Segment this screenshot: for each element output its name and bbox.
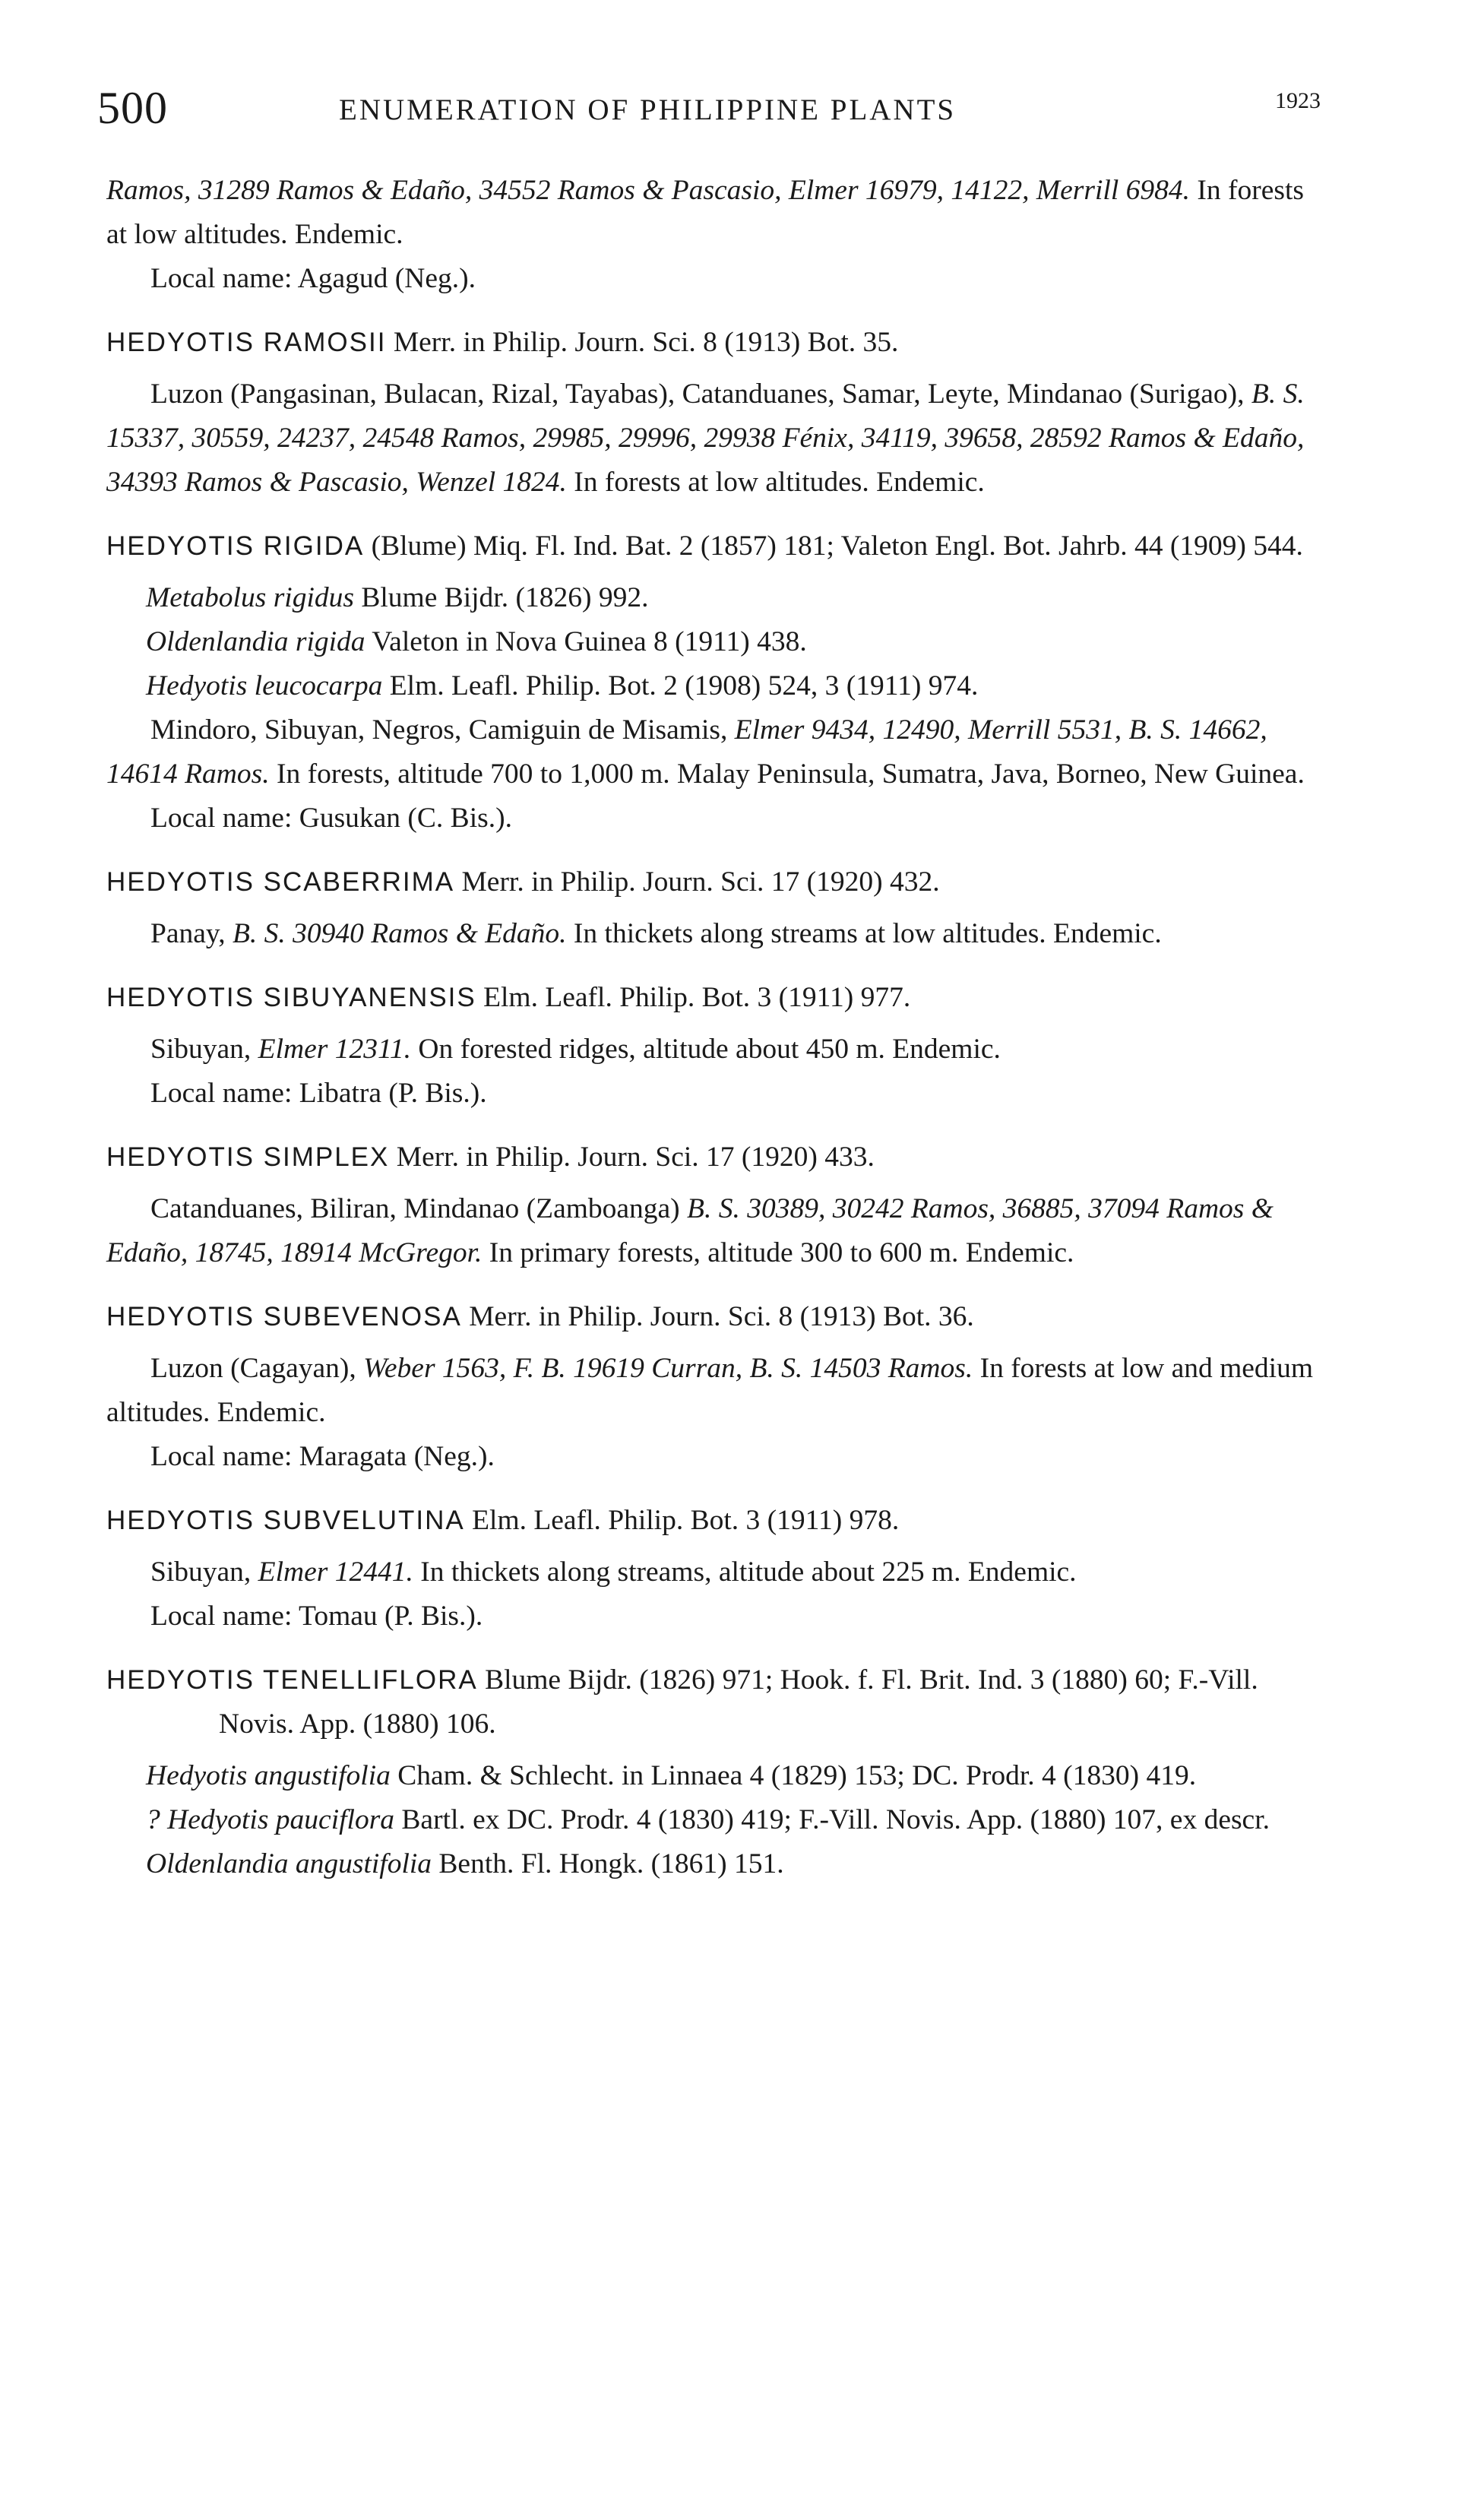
synonym-citation: Valeton in Nova Guinea 8 (1911) 438.	[372, 626, 807, 657]
synonym-citation: Blume Bijdr. (1826) 992.	[361, 582, 649, 613]
species-entry-rigida	[106, 524, 1321, 841]
specimens: B. S. 30389, 30242 Ramos, 36885, 37094 Ramos & Edaño, 18745, 18914 McGregor.	[106, 1193, 1274, 1268]
species-entry-simplex	[106, 1135, 1321, 1275]
habitat: In forests at low and medium altitudes. Endemic.	[106, 1353, 1314, 1428]
enumeration-content	[106, 169, 1321, 1886]
synonym	[106, 1798, 1321, 1842]
locality: Sibuyan,	[150, 1034, 252, 1065]
species-citation: Blume Bijdr. (1826) 971; Hook. f. Fl. Brit. Ind. 3 (1880) 60; F.-Vill. Novis. App. (1880) 106.	[219, 1664, 1258, 1740]
species-entry-tenelliflora	[106, 1658, 1321, 1886]
distribution	[106, 1187, 1321, 1275]
continued-specimens: Ramos, 31289 Ramos & Edaño, 34552 Ramos & Pascasio, Elmer 16979, 14122, Merrill 6984.	[106, 175, 1190, 206]
synonym-citation: Elm. Leafl. Philip. Bot. 2 (1908) 524, 3 (1911) 974.	[389, 670, 979, 701]
specimens: Weber 1563, F. B. 19619 Curran, B. S. 14503 Ramos.	[363, 1353, 973, 1384]
distribution	[106, 708, 1321, 796]
species-name: HEDYOTIS RIGIDA	[106, 531, 365, 561]
synonym-citation: Bartl. ex DC. Prodr. 4 (1830) 419; F.-Vill. Novis. App. (1880) 107, ex descr.	[401, 1804, 1270, 1835]
synonym-citation: Benth. Fl. Hongk. (1861) 151.	[438, 1848, 784, 1879]
page-header	[97, 82, 1321, 150]
species-citation: Elm. Leafl. Philip. Bot. 3 (1911) 977.	[483, 982, 911, 1013]
local-name: Local name: Libatra (P. Bis.).	[150, 1078, 487, 1109]
year: 1923	[1275, 88, 1321, 113]
page-number: 500	[97, 83, 168, 133]
species-citation: Merr. in Philip. Journ. Sci. 8 (1913) Bot. 36.	[469, 1301, 974, 1332]
specimens: B. S. 15337, 30559, 24237, 24548 Ramos, 29985, 29996, 29938 Fénix, 34119, 39658, 28592 Ramos & Edaño, 34393 Ramos & Pascasio, Wenzel 1824.	[106, 378, 1305, 498]
synonym	[106, 664, 1321, 708]
specimens: Elmer 12441.	[258, 1556, 413, 1588]
locality: Panay,	[150, 918, 226, 949]
species-entry-sibuyanensis	[106, 976, 1321, 1116]
habitat: In forests at low altitudes. Endemic.	[574, 467, 985, 498]
synonym-name: Oldenlandia rigida	[146, 626, 365, 657]
species-name: HEDYOTIS SCABERRIMA	[106, 867, 455, 897]
synonym-name: Oldenlandia angustifolia	[146, 1848, 432, 1879]
local-name: Local name: Gusukan (C. Bis.).	[150, 803, 512, 834]
habitat: In primary forests, altitude 300 to 600 m. Endemic.	[489, 1237, 1074, 1268]
habitat: In thickets along streams at low altitudes. Endemic.	[573, 918, 1162, 949]
specimens: B. S. 30940 Ramos & Edaño.	[232, 918, 567, 949]
species-citation: Merr. in Philip. Journ. Sci. 17 (1920) 432.	[461, 866, 940, 898]
species-entry-scaberrima	[106, 860, 1321, 956]
specimens: Elmer 12311.	[258, 1034, 412, 1065]
distribution	[106, 1550, 1321, 1594]
continued-habitat: In forests at low altitudes. Endemic.	[106, 175, 1304, 250]
species-entry-subevenosa	[106, 1295, 1321, 1479]
synonym-name: Hedyotis leucocarpa	[146, 670, 383, 701]
local-name: Local name: Maragata (Neg.).	[150, 1441, 495, 1472]
habitat: In forests, altitude 700 to 1,000 m. Malay Peninsula, Sumatra, Java, Borneo, New Guinea.	[276, 758, 1305, 790]
continued-entry	[106, 169, 1321, 301]
species-citation: Merr. in Philip. Journ. Sci. 8 (1913) Bot. 35.	[393, 327, 899, 358]
distribution	[106, 372, 1321, 505]
habitat: In thickets along streams, altitude about 225 m. Endemic.	[420, 1556, 1077, 1588]
species-citation: (Blume) Miq. Fl. Ind. Bat. 2 (1857) 181; Valeton Engl. Bot. Jahrb. 44 (1909) 544.	[371, 530, 1303, 562]
continued-local-name: Local name: Agagud (Neg.).	[150, 263, 476, 294]
species-entry-ramosii	[106, 321, 1321, 505]
synonym	[106, 1842, 1321, 1886]
distribution	[106, 1347, 1321, 1435]
specimens: Elmer 9434, 12490, Merrill 5531, B. S. 14662, 14614 Ramos.	[106, 714, 1267, 790]
locality: Sibuyan,	[150, 1556, 252, 1588]
running-title: ENUMERATION OF PHILIPPINE PLANTS	[339, 93, 957, 126]
locality: Mindoro, Sibuyan, Negros, Camiguin de Misamis,	[150, 714, 728, 746]
synonym-name: Metabolus rigidus	[146, 582, 354, 613]
distribution	[106, 1028, 1321, 1072]
species-citation: Elm. Leafl. Philip. Bot. 3 (1911) 978.	[472, 1505, 900, 1536]
species-name: HEDYOTIS SIBUYANENSIS	[106, 983, 476, 1012]
species-name: HEDYOTIS TENELLIFLORA	[106, 1665, 478, 1695]
habitat: On forested ridges, altitude about 450 m. Endemic.	[418, 1034, 1001, 1065]
synonym-citation: Cham. & Schlecht. in Linnaea 4 (1829) 153; DC. Prodr. 4 (1830) 419.	[397, 1760, 1197, 1791]
synonym	[106, 1754, 1321, 1798]
species-citation: Merr. in Philip. Journ. Sci. 17 (1920) 433.	[396, 1142, 875, 1173]
synonym	[106, 620, 1321, 664]
synonym	[106, 576, 1321, 620]
locality: Luzon (Cagayan),	[150, 1353, 356, 1384]
local-name: Local name: Tomau (P. Bis.).	[150, 1601, 483, 1632]
distribution	[106, 912, 1321, 956]
synonym-name: ? Hedyotis pauciflora	[146, 1804, 395, 1835]
synonym-name: Hedyotis angustifolia	[146, 1760, 391, 1791]
species-name: HEDYOTIS RAMOSII	[106, 328, 387, 357]
species-name: HEDYOTIS SIMPLEX	[106, 1142, 390, 1172]
locality: Catanduanes, Biliran, Mindanao (Zamboanga)	[150, 1193, 680, 1224]
species-name: HEDYOTIS SUBEVENOSA	[106, 1302, 462, 1332]
species-name: HEDYOTIS SUBVELUTINA	[106, 1506, 465, 1535]
locality: Luzon (Pangasinan, Bulacan, Rizal, Tayabas), Catanduanes, Samar, Leyte, Mindanao (Surigao),	[150, 378, 1245, 410]
species-entry-subvelutina	[106, 1499, 1321, 1639]
